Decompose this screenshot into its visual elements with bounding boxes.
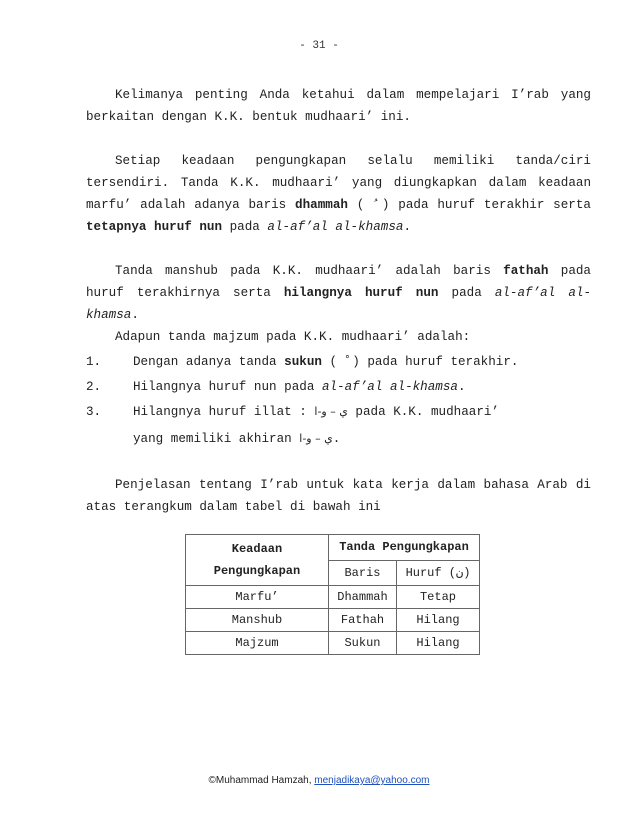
table-subheader-baris: Baris [329, 560, 397, 586]
list-number: 1. [86, 355, 102, 369]
paragraph-intro: Kelimanya penting Anda ketahui dalam mempelajari I’rab yang berkaitan dengan K.K. bentuk mudhaari’ ini. [86, 88, 591, 124]
list-item: 2. Hilangnya huruf nun pada al-af’al al-khamsa. [86, 376, 591, 398]
table-cell: Marfu’ [186, 586, 329, 609]
list-item: 1. Dengan adanya tanda sukun ( ) pada huruf terakhir. [86, 351, 591, 373]
term-hilangnya-huruf-nun: hilangnya huruf nun [283, 286, 439, 300]
document-body [86, 84, 591, 518]
table-header-keadaan: Keadaan Pengungkapan [186, 535, 329, 586]
paragraph-summary: Penjelasan tentang I’rab untuk kata kerja dalam bahasa Arab di atas terangkum dalam tabel di bawah ini [86, 478, 591, 514]
list-item-continuation: yang memiliki akhiran ي – و-ا. [133, 432, 341, 446]
table-cell: Majzum [186, 632, 329, 655]
term-dhammah: dhammah [295, 198, 348, 212]
table-cell: Sukun [329, 632, 397, 655]
irab-table [185, 534, 480, 655]
paragraph-majzum: Adapun tanda majzum pada K.K. mudhaari’ adalah: [115, 330, 471, 344]
paragraph-marfu: Setiap keadaan pengungkapan selalu memiliki tanda/ciri tersendiri. Tanda K.K. mudhaari’ yang diungkapkan dalam keadaan marfu’ adalah adanya baris dhammah ( ) pada huruf terakhir serta tetapnya huruf nun pada al-af’al al-khamsa. [86, 154, 591, 234]
table-row [186, 609, 480, 632]
table-cell: Tetap [397, 586, 480, 609]
term-al-afal-al-khamsa: al-af’al al-khamsa [86, 286, 591, 322]
footer-author: ©Muhammad Hamzah, [208, 775, 315, 786]
term-al-afal-al-khamsa: al-af’al al-khamsa [321, 380, 458, 394]
illat-letters: ي – و-ا [314, 405, 348, 418]
list-number: 3. [86, 405, 102, 419]
list-number: 2. [86, 380, 102, 394]
term-al-afal-al-khamsa: al-af’al al-khamsa [267, 220, 404, 234]
akhiran-letters: ي – و-ا [299, 432, 333, 445]
table-cell: Fathah [329, 609, 397, 632]
page-footer [0, 775, 638, 786]
table-cell: Hilang [397, 609, 480, 632]
list-item: 3. Hilangnya huruf illat : ي – و-ا pada K.K. mudhaari’ [86, 401, 591, 423]
paragraph-manshub: Tanda manshub pada K.K. mudhaari’ adalah baris fathah pada huruf terakhirnya serta hilangnya huruf nun pada al-af’al al-khamsa. [86, 264, 591, 322]
table-cell: Manshub [186, 609, 329, 632]
footer-email-link[interactable]: menjadikaya@yahoo.com [314, 775, 430, 786]
table-header-tanda: Tanda Pengungkapan [329, 535, 480, 561]
page-number: - 31 - [299, 40, 339, 52]
term-fathah: fathah [503, 264, 549, 278]
term-sukun: sukun [284, 355, 322, 369]
table-subheader-huruf: Huruf (ن) [397, 560, 480, 586]
term-tetapnya-huruf-nun: tetapnya huruf nun [86, 220, 223, 234]
table-cell: Dhammah [329, 586, 397, 609]
table-row [186, 632, 480, 655]
table-cell: Hilang [397, 632, 480, 655]
table-row [186, 586, 480, 609]
